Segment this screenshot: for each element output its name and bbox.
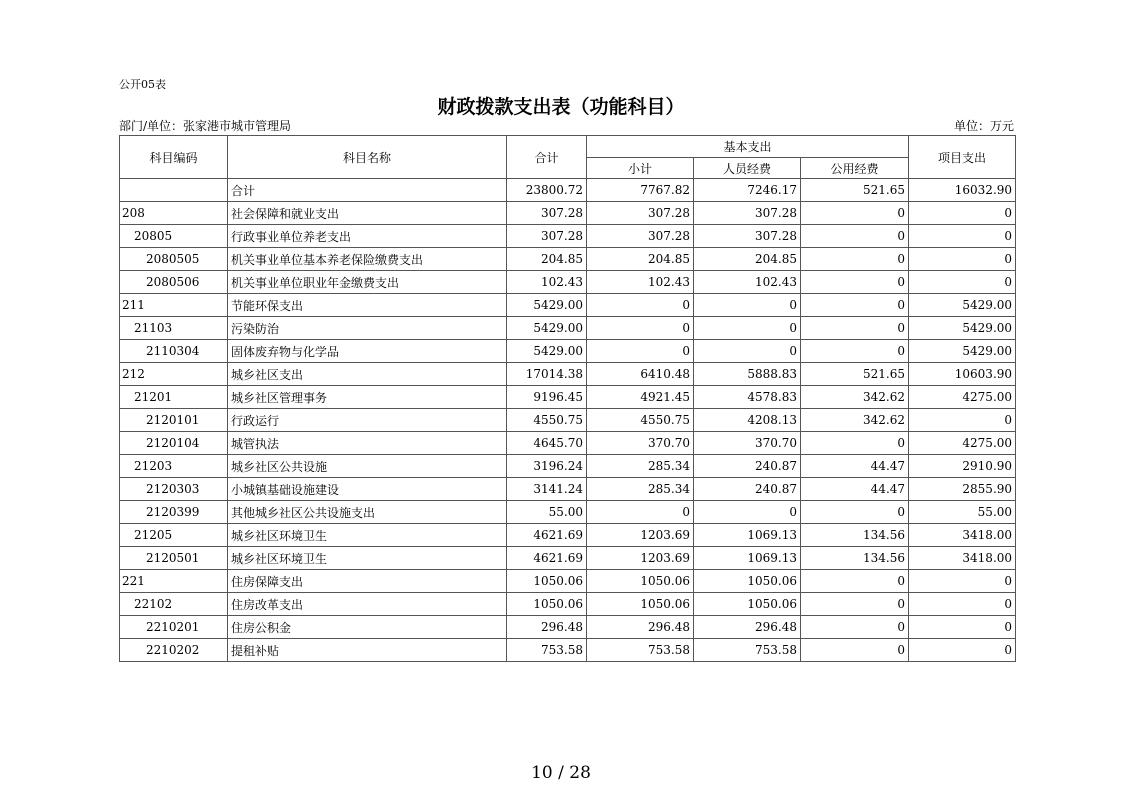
row-project: 2855.90 xyxy=(909,478,1016,501)
row-subtotal: 285.34 xyxy=(587,455,694,478)
row-subtotal: 285.34 xyxy=(587,478,694,501)
row-code xyxy=(120,179,228,202)
row-name: 合计 xyxy=(228,179,507,202)
header-name: 科目名称 xyxy=(228,136,507,179)
expenditure-table xyxy=(119,135,1016,662)
row-total: 55.00 xyxy=(507,501,587,524)
row-name: 行政事业单位养老支出 xyxy=(228,225,507,248)
row-code: 2110304 xyxy=(120,340,228,363)
row-name: 污染防治 xyxy=(228,317,507,340)
row-name: 小城镇基础设施建设 xyxy=(228,478,507,501)
table-row xyxy=(120,271,1016,294)
row-total: 4550.75 xyxy=(507,409,587,432)
row-total: 23800.72 xyxy=(507,179,587,202)
row-project: 2910.90 xyxy=(909,455,1016,478)
row-subtotal: 1203.69 xyxy=(587,547,694,570)
row-total: 4621.69 xyxy=(507,547,587,570)
row-subtotal: 307.28 xyxy=(587,202,694,225)
row-personnel: 1050.06 xyxy=(694,593,801,616)
row-code: 22102 xyxy=(120,593,228,616)
row-personnel: 0 xyxy=(694,501,801,524)
header-public: 公用经费 xyxy=(801,158,909,179)
row-code: 2120101 xyxy=(120,409,228,432)
table-row xyxy=(120,432,1016,455)
row-total: 307.28 xyxy=(507,225,587,248)
row-personnel: 1069.13 xyxy=(694,524,801,547)
row-public: 0 xyxy=(801,593,909,616)
row-code: 21205 xyxy=(120,524,228,547)
row-subtotal: 0 xyxy=(587,501,694,524)
row-subtotal: 1203.69 xyxy=(587,524,694,547)
row-project: 0 xyxy=(909,225,1016,248)
row-subtotal: 6410.48 xyxy=(587,363,694,386)
row-project: 0 xyxy=(909,593,1016,616)
form-number: 公开05表 xyxy=(119,78,166,91)
row-code: 21203 xyxy=(120,455,228,478)
row-name: 城乡社区管理事务 xyxy=(228,386,507,409)
header-subtotal: 小计 xyxy=(587,158,694,179)
row-personnel: 240.87 xyxy=(694,478,801,501)
table-row xyxy=(120,363,1016,386)
table-row xyxy=(120,179,1016,202)
row-subtotal: 753.58 xyxy=(587,639,694,662)
row-public: 134.56 xyxy=(801,547,909,570)
header-personnel: 人员经费 xyxy=(694,158,801,179)
row-total: 4621.69 xyxy=(507,524,587,547)
row-project: 0 xyxy=(909,248,1016,271)
row-project: 5429.00 xyxy=(909,294,1016,317)
row-code: 20805 xyxy=(120,225,228,248)
row-name: 行政运行 xyxy=(228,409,507,432)
row-personnel: 0 xyxy=(694,294,801,317)
row-subtotal: 307.28 xyxy=(587,225,694,248)
row-name: 城乡社区公共设施 xyxy=(228,455,507,478)
row-name: 社会保障和就业支出 xyxy=(228,202,507,225)
table-row xyxy=(120,409,1016,432)
row-public: 0 xyxy=(801,616,909,639)
row-personnel: 7246.17 xyxy=(694,179,801,202)
header-project: 项目支出 xyxy=(909,136,1016,179)
row-subtotal: 0 xyxy=(587,317,694,340)
row-project: 0 xyxy=(909,570,1016,593)
row-public: 0 xyxy=(801,639,909,662)
row-personnel: 240.87 xyxy=(694,455,801,478)
row-project: 3418.00 xyxy=(909,547,1016,570)
row-name: 城乡社区环境卫生 xyxy=(228,524,507,547)
row-total: 5429.00 xyxy=(507,340,587,363)
row-project: 4275.00 xyxy=(909,386,1016,409)
row-subtotal: 7767.82 xyxy=(587,179,694,202)
row-personnel: 753.58 xyxy=(694,639,801,662)
row-personnel: 102.43 xyxy=(694,271,801,294)
row-project: 0 xyxy=(909,409,1016,432)
row-total: 5429.00 xyxy=(507,294,587,317)
table-row xyxy=(120,639,1016,662)
row-project: 4275.00 xyxy=(909,432,1016,455)
row-public: 0 xyxy=(801,225,909,248)
row-subtotal: 4921.45 xyxy=(587,386,694,409)
row-public: 0 xyxy=(801,340,909,363)
table-row xyxy=(120,501,1016,524)
row-name: 住房公积金 xyxy=(228,616,507,639)
row-personnel: 0 xyxy=(694,317,801,340)
row-code: 2080506 xyxy=(120,271,228,294)
row-project: 16032.90 xyxy=(909,179,1016,202)
row-project: 3418.00 xyxy=(909,524,1016,547)
row-code: 208 xyxy=(120,202,228,225)
row-subtotal: 1050.06 xyxy=(587,593,694,616)
row-name: 其他城乡社区公共设施支出 xyxy=(228,501,507,524)
row-name: 城乡社区支出 xyxy=(228,363,507,386)
row-total: 9196.45 xyxy=(507,386,587,409)
row-personnel: 204.85 xyxy=(694,248,801,271)
row-code: 21201 xyxy=(120,386,228,409)
row-name: 节能环保支出 xyxy=(228,294,507,317)
table-row xyxy=(120,248,1016,271)
row-total: 1050.06 xyxy=(507,570,587,593)
row-name: 住房改革支出 xyxy=(228,593,507,616)
row-name: 城乡社区环境卫生 xyxy=(228,547,507,570)
row-public: 0 xyxy=(801,501,909,524)
row-public: 0 xyxy=(801,248,909,271)
table-row xyxy=(120,317,1016,340)
row-code: 211 xyxy=(120,294,228,317)
row-total: 4645.70 xyxy=(507,432,587,455)
table-row xyxy=(120,593,1016,616)
row-subtotal: 102.43 xyxy=(587,271,694,294)
row-code: 2080505 xyxy=(120,248,228,271)
row-public: 0 xyxy=(801,271,909,294)
row-personnel: 5888.83 xyxy=(694,363,801,386)
row-public: 0 xyxy=(801,202,909,225)
row-total: 3141.24 xyxy=(507,478,587,501)
row-total: 3196.24 xyxy=(507,455,587,478)
row-personnel: 1069.13 xyxy=(694,547,801,570)
row-personnel: 0 xyxy=(694,340,801,363)
row-project: 0 xyxy=(909,202,1016,225)
table-body xyxy=(120,179,1016,662)
row-total: 102.43 xyxy=(507,271,587,294)
row-project: 0 xyxy=(909,639,1016,662)
row-name: 城管执法 xyxy=(228,432,507,455)
table-row xyxy=(120,570,1016,593)
row-total: 1050.06 xyxy=(507,593,587,616)
table-row xyxy=(120,524,1016,547)
table-row xyxy=(120,386,1016,409)
row-code: 2120399 xyxy=(120,501,228,524)
row-code: 21103 xyxy=(120,317,228,340)
row-code: 2120303 xyxy=(120,478,228,501)
table-row xyxy=(120,547,1016,570)
row-personnel: 307.28 xyxy=(694,202,801,225)
row-personnel: 307.28 xyxy=(694,225,801,248)
row-total: 17014.38 xyxy=(507,363,587,386)
row-subtotal: 1050.06 xyxy=(587,570,694,593)
row-code: 2120104 xyxy=(120,432,228,455)
row-project: 5429.00 xyxy=(909,317,1016,340)
table-row xyxy=(120,202,1016,225)
row-code: 2210201 xyxy=(120,616,228,639)
row-code: 2120501 xyxy=(120,547,228,570)
department-label: 部门/单位：张家港市城市管理局 xyxy=(119,119,292,133)
row-public: 44.47 xyxy=(801,478,909,501)
row-subtotal: 370.70 xyxy=(587,432,694,455)
row-total: 307.28 xyxy=(507,202,587,225)
header-basic: 基本支出 xyxy=(587,136,909,158)
row-public: 0 xyxy=(801,570,909,593)
row-personnel: 4578.83 xyxy=(694,386,801,409)
row-personnel: 370.70 xyxy=(694,432,801,455)
table-row xyxy=(120,616,1016,639)
page-number: 10 / 28 xyxy=(531,763,591,783)
row-subtotal: 0 xyxy=(587,340,694,363)
table-row xyxy=(120,455,1016,478)
row-code: 2210202 xyxy=(120,639,228,662)
row-total: 204.85 xyxy=(507,248,587,271)
row-code: 221 xyxy=(120,570,228,593)
row-name: 住房保障支出 xyxy=(228,570,507,593)
page-title: 财政拨款支出表（功能科目） xyxy=(437,96,685,118)
row-public: 521.65 xyxy=(801,363,909,386)
row-public: 44.47 xyxy=(801,455,909,478)
table-row xyxy=(120,225,1016,248)
row-public: 342.62 xyxy=(801,409,909,432)
row-total: 753.58 xyxy=(507,639,587,662)
row-public: 342.62 xyxy=(801,386,909,409)
row-public: 521.65 xyxy=(801,179,909,202)
row-project: 55.00 xyxy=(909,501,1016,524)
header-code: 科目编码 xyxy=(120,136,228,179)
header-total: 合计 xyxy=(507,136,587,179)
row-personnel: 296.48 xyxy=(694,616,801,639)
unit-label: 单位：万元 xyxy=(953,119,1014,133)
row-total: 296.48 xyxy=(507,616,587,639)
row-name: 机关事业单位基本养老保险缴费支出 xyxy=(228,248,507,271)
row-code: 212 xyxy=(120,363,228,386)
row-public: 0 xyxy=(801,432,909,455)
row-name: 固体废弃物与化学品 xyxy=(228,340,507,363)
row-name: 机关事业单位职业年金缴费支出 xyxy=(228,271,507,294)
row-project: 5429.00 xyxy=(909,340,1016,363)
row-personnel: 4208.13 xyxy=(694,409,801,432)
row-public: 134.56 xyxy=(801,524,909,547)
table-row xyxy=(120,340,1016,363)
row-project: 0 xyxy=(909,271,1016,294)
table-row xyxy=(120,294,1016,317)
row-name: 提租补贴 xyxy=(228,639,507,662)
row-subtotal: 296.48 xyxy=(587,616,694,639)
table-row xyxy=(120,478,1016,501)
row-project: 10603.90 xyxy=(909,363,1016,386)
row-personnel: 1050.06 xyxy=(694,570,801,593)
row-project: 0 xyxy=(909,616,1016,639)
row-public: 0 xyxy=(801,317,909,340)
row-subtotal: 4550.75 xyxy=(587,409,694,432)
row-subtotal: 204.85 xyxy=(587,248,694,271)
row-public: 0 xyxy=(801,294,909,317)
row-total: 5429.00 xyxy=(507,317,587,340)
row-subtotal: 0 xyxy=(587,294,694,317)
